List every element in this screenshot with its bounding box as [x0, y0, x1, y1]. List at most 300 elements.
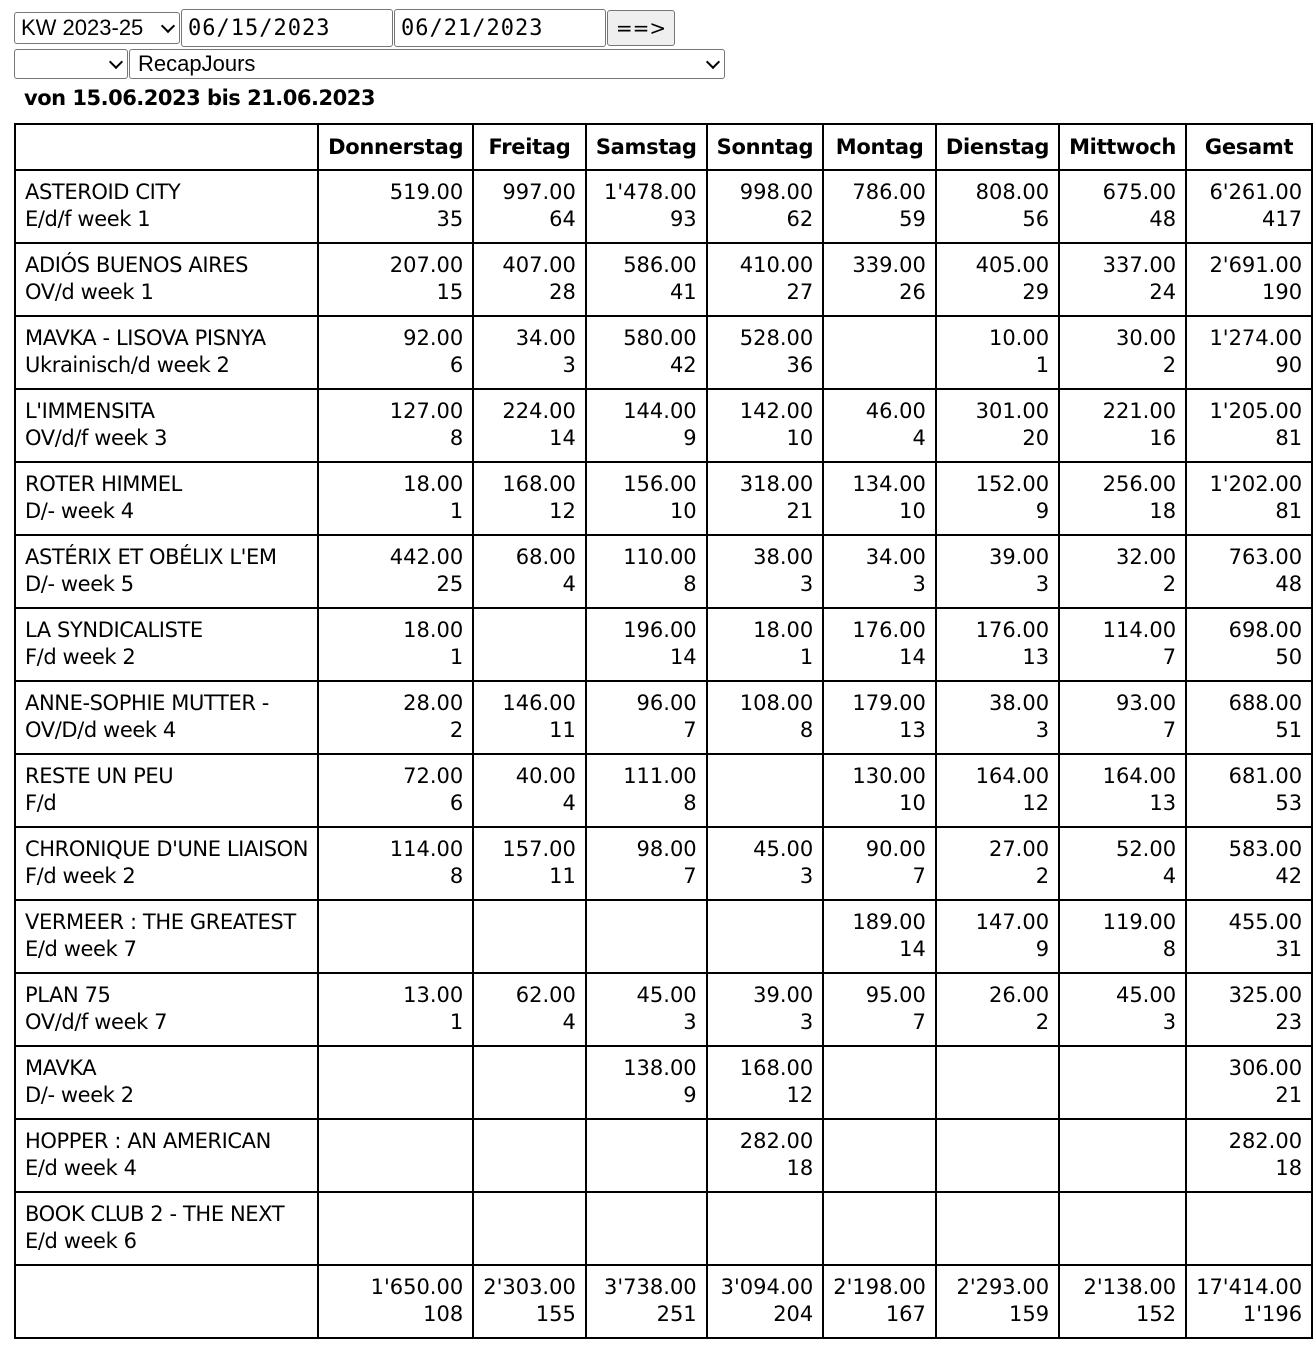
revenue-value: 142.00	[739, 399, 814, 423]
admissions-value: 3	[683, 1010, 697, 1034]
day-cell	[1059, 681, 1186, 754]
film-version: E/d week 6	[25, 1229, 137, 1253]
revenue-value: 2'293.00	[956, 1275, 1050, 1299]
admissions-value: 8	[683, 572, 697, 596]
day-cell	[586, 1119, 707, 1192]
day-cell	[936, 608, 1059, 681]
day-cell	[707, 754, 824, 827]
admissions-value: 1'196	[1242, 1302, 1303, 1326]
totals-row	[15, 1265, 1312, 1338]
revenue-value: 32.00	[1115, 545, 1177, 569]
admissions-value: 1	[449, 645, 464, 669]
day-total-cell	[936, 1265, 1059, 1338]
revenue-value: 152.00	[975, 472, 1050, 496]
date-from-input[interactable]	[181, 9, 393, 47]
revenue-value: 196.00	[623, 618, 697, 642]
film-total-cell	[1186, 1119, 1312, 1192]
revenue-value: 157.00	[502, 837, 576, 861]
chevron-down-icon	[109, 55, 123, 69]
day-cell	[707, 608, 824, 681]
day-cell	[586, 535, 707, 608]
revenue-value: 189.00	[852, 910, 926, 934]
day-cell	[318, 827, 473, 900]
admissions-value: 14	[899, 645, 926, 669]
column-header: Montag	[823, 124, 936, 170]
admissions-value: 50	[1275, 645, 1303, 669]
revenue-value: 138.00	[623, 1056, 697, 1080]
admissions-value: 1	[1035, 353, 1050, 377]
revenue-value: 407.00	[502, 253, 576, 277]
film-title: MAVKA	[25, 1056, 97, 1080]
revenue-value: 52.00	[1115, 837, 1177, 861]
day-cell	[318, 1192, 473, 1265]
revenue-value: 98.00	[636, 837, 697, 861]
day-cell	[473, 681, 586, 754]
admissions-value: 81	[1275, 426, 1303, 450]
admissions-value: 7	[683, 718, 697, 742]
admissions-value: 7	[1162, 718, 1177, 742]
day-cell	[473, 170, 586, 243]
revenue-value: 68.00	[515, 545, 576, 569]
revenue-value: 18.00	[753, 618, 814, 642]
film-cell	[15, 681, 318, 754]
film-cell	[15, 316, 318, 389]
revenue-value: 18.00	[403, 472, 464, 496]
day-cell	[936, 827, 1059, 900]
admissions-value: 41	[669, 280, 697, 304]
film-title: ROTER HIMMEL	[25, 472, 182, 496]
revenue-value: 221.00	[1102, 399, 1177, 423]
day-cell	[707, 316, 824, 389]
revenue-value: 156.00	[623, 472, 697, 496]
film-version: E/d/f week 1	[25, 207, 151, 231]
day-cell	[586, 389, 707, 462]
filter-select[interactable]	[14, 49, 128, 79]
admissions-value: 64	[549, 207, 576, 231]
day-cell	[707, 462, 824, 535]
day-cell	[1059, 1046, 1186, 1119]
revenue-value: 2'691.00	[1209, 253, 1303, 277]
day-cell	[823, 827, 936, 900]
film-version: E/d week 7	[25, 937, 137, 961]
film-cell	[15, 754, 318, 827]
day-cell	[707, 535, 824, 608]
day-cell	[1059, 170, 1186, 243]
admissions-value: 28	[549, 280, 576, 304]
admissions-value: 15	[436, 280, 464, 304]
day-cell	[823, 681, 936, 754]
day-cell	[318, 389, 473, 462]
revenue-value: 306.00	[1228, 1056, 1303, 1080]
admissions-value: 48	[1275, 572, 1303, 596]
day-cell	[586, 316, 707, 389]
admissions-value: 2	[449, 718, 464, 742]
revenue-value: 586.00	[623, 253, 697, 277]
film-title: MAVKA - LISOVA PISNYA	[25, 326, 266, 350]
admissions-value: 13	[899, 718, 926, 742]
admissions-value: 4	[562, 1010, 576, 1034]
day-total-cell	[707, 1265, 824, 1338]
day-cell	[707, 1046, 824, 1119]
revenue-value: 337.00	[1102, 253, 1177, 277]
totals-label-cell	[15, 1265, 318, 1338]
day-cell	[473, 973, 586, 1046]
day-cell	[473, 1192, 586, 1265]
day-cell	[473, 535, 586, 608]
film-title: RESTE UN PEU	[25, 764, 174, 788]
day-cell	[707, 1192, 824, 1265]
revenue-value: 34.00	[865, 545, 926, 569]
day-cell	[1059, 243, 1186, 316]
film-cell	[15, 608, 318, 681]
revenue-value: 62.00	[515, 983, 576, 1007]
day-cell	[823, 608, 936, 681]
day-cell	[318, 1046, 473, 1119]
revenue-value: 519.00	[389, 180, 464, 204]
admissions-value: 42	[1275, 864, 1303, 888]
day-cell	[823, 389, 936, 462]
table-row	[15, 243, 1312, 316]
day-cell	[473, 462, 586, 535]
admissions-value: 9	[683, 426, 697, 450]
revenue-value: 10.00	[988, 326, 1050, 350]
day-cell	[318, 462, 473, 535]
week-select-value: KW 2023-25	[21, 15, 144, 40]
admissions-value: 1	[449, 499, 464, 523]
admissions-value: 35	[436, 207, 464, 231]
film-total-cell	[1186, 754, 1312, 827]
revenue-value: 38.00	[753, 545, 814, 569]
day-cell	[586, 973, 707, 1046]
day-cell	[473, 754, 586, 827]
revenue-value: 179.00	[852, 691, 926, 715]
day-cell	[473, 827, 586, 900]
film-cell	[15, 1046, 318, 1119]
admissions-value: 10	[899, 791, 926, 815]
day-total-cell	[473, 1265, 586, 1338]
day-total-cell	[1059, 1265, 1186, 1338]
film-total-cell	[1186, 608, 1312, 681]
table-row	[15, 900, 1312, 973]
film-cell	[15, 1192, 318, 1265]
revenue-value: 108.00	[739, 691, 814, 715]
admissions-value: 1	[449, 1010, 464, 1034]
day-cell	[707, 389, 824, 462]
revenue-value: 30.00	[1115, 326, 1177, 350]
revenue-value: 38.00	[988, 691, 1050, 715]
admissions-value: 93	[669, 207, 697, 231]
column-header: Gesamt	[1186, 124, 1312, 170]
revenue-value: 96.00	[636, 691, 697, 715]
revenue-value: 997.00	[502, 180, 576, 204]
film-title: PLAN 75	[25, 983, 111, 1007]
day-cell	[318, 608, 473, 681]
revenue-value: 528.00	[739, 326, 814, 350]
admissions-value: 2	[1162, 572, 1177, 596]
film-cell	[15, 170, 318, 243]
admissions-value: 26	[899, 280, 926, 304]
day-cell	[473, 389, 586, 462]
admissions-value: 7	[912, 864, 926, 888]
admissions-value: 10	[899, 499, 926, 523]
day-cell	[823, 973, 936, 1046]
revenue-value: 681.00	[1228, 764, 1303, 788]
film-title: HOPPER : AN AMERICAN	[25, 1129, 271, 1153]
table-row	[15, 1119, 1312, 1192]
admissions-value: 152	[1135, 1302, 1177, 1326]
revenue-value: 442.00	[389, 545, 464, 569]
film-version: OV/d week 1	[25, 280, 154, 304]
admissions-value: 18	[1275, 1156, 1303, 1180]
table-row	[15, 973, 1312, 1046]
admissions-value: 48	[1149, 207, 1177, 231]
day-cell	[936, 535, 1059, 608]
film-version: OV/d/f week 3	[25, 426, 168, 450]
day-cell	[1059, 608, 1186, 681]
day-cell	[473, 900, 586, 973]
film-title: ASTEROID CITY	[25, 180, 181, 204]
column-header: Mittwoch	[1059, 124, 1186, 170]
revenue-value: 27.00	[988, 837, 1050, 861]
revenue-value: 95.00	[865, 983, 926, 1007]
day-cell	[586, 462, 707, 535]
admissions-value: 81	[1275, 499, 1303, 523]
revenue-value: 134.00	[852, 472, 926, 496]
table-row	[15, 681, 1312, 754]
go-button[interactable]: ==>	[607, 10, 675, 46]
revenue-value: 808.00	[975, 180, 1050, 204]
day-cell	[707, 243, 824, 316]
revenue-value: 168.00	[739, 1056, 814, 1080]
day-cell	[473, 608, 586, 681]
admissions-value: 11	[549, 718, 576, 742]
admissions-value: 3	[799, 1010, 814, 1034]
revenue-value: 998.00	[739, 180, 814, 204]
revenue-value: 3'094.00	[720, 1275, 814, 1299]
film-total-cell	[1186, 316, 1312, 389]
grand-total-cell	[1186, 1265, 1312, 1338]
admissions-value: 13	[1149, 791, 1177, 815]
revenue-value: 114.00	[1102, 618, 1177, 642]
film-cell	[15, 973, 318, 1046]
admissions-value: 3	[1035, 718, 1050, 742]
day-cell	[586, 243, 707, 316]
revenue-value: 146.00	[502, 691, 576, 715]
revenue-value: 207.00	[389, 253, 464, 277]
admissions-value: 190	[1261, 280, 1303, 304]
day-cell	[1059, 535, 1186, 608]
day-cell	[823, 900, 936, 973]
film-total-cell	[1186, 535, 1312, 608]
admissions-value: 417	[1261, 207, 1303, 231]
day-cell	[318, 243, 473, 316]
day-cell	[473, 243, 586, 316]
revenue-value: 45.00	[636, 983, 697, 1007]
day-cell	[823, 535, 936, 608]
admissions-value: 56	[1022, 207, 1050, 231]
revenue-value: 1'650.00	[370, 1275, 464, 1299]
admissions-value: 42	[669, 353, 697, 377]
revenue-value: 92.00	[403, 326, 464, 350]
day-cell	[586, 754, 707, 827]
revenue-value: 39.00	[988, 545, 1050, 569]
revenue-value: 1'202.00	[1209, 472, 1303, 496]
admissions-value: 3	[799, 572, 814, 596]
day-cell	[473, 1119, 586, 1192]
revenue-value: 224.00	[502, 399, 576, 423]
film-cell	[15, 535, 318, 608]
film-version: D/- week 4	[25, 499, 134, 523]
table-row	[15, 389, 1312, 462]
admissions-value: 27	[786, 280, 814, 304]
date-to-value: 06/21/2023	[401, 15, 544, 41]
revenue-value: 39.00	[753, 983, 814, 1007]
day-cell	[1059, 389, 1186, 462]
film-version: OV/d/f week 7	[25, 1010, 168, 1034]
admissions-value: 12	[1022, 791, 1050, 815]
revenue-value: 45.00	[1115, 983, 1177, 1007]
day-cell	[318, 681, 473, 754]
film-title: ANNE-SOPHIE MUTTER -	[25, 691, 269, 715]
day-cell	[1059, 973, 1186, 1046]
day-cell	[318, 1119, 473, 1192]
admissions-value: 8	[799, 718, 814, 742]
film-title: L'IMMENSITA	[25, 399, 155, 423]
day-cell	[823, 1046, 936, 1119]
admissions-value: 62	[786, 207, 814, 231]
day-cell	[823, 754, 936, 827]
admissions-value: 3	[1162, 1010, 1177, 1034]
admissions-value: 21	[786, 499, 814, 523]
film-version: E/d week 4	[25, 1156, 137, 1180]
table-row	[15, 1192, 1312, 1265]
column-header: Donnerstag	[318, 124, 473, 170]
day-cell	[936, 1192, 1059, 1265]
admissions-value: 14	[669, 645, 697, 669]
table-row	[15, 1046, 1312, 1119]
film-total-cell	[1186, 462, 1312, 535]
admissions-value: 2	[1035, 864, 1050, 888]
film-title: LA SYNDICALISTE	[25, 618, 203, 642]
revenue-value: 2'198.00	[833, 1275, 926, 1299]
day-cell	[586, 681, 707, 754]
admissions-value: 12	[786, 1083, 814, 1107]
day-cell	[707, 681, 824, 754]
admissions-value: 6	[449, 353, 464, 377]
report-select[interactable]	[129, 49, 725, 79]
day-cell	[586, 1192, 707, 1265]
week-select[interactable]	[14, 12, 180, 44]
admissions-value: 24	[1149, 280, 1177, 304]
admissions-value: 108	[423, 1302, 464, 1326]
revenue-value: 130.00	[852, 764, 926, 788]
day-cell	[936, 1119, 1059, 1192]
day-cell	[707, 827, 824, 900]
revenue-value: 176.00	[975, 618, 1050, 642]
day-cell	[586, 1046, 707, 1119]
film-cell	[15, 462, 318, 535]
revenue-value: 17'414.00	[1196, 1275, 1303, 1299]
admissions-value: 59	[899, 207, 926, 231]
table-header-row	[15, 124, 1312, 170]
admissions-value: 9	[1035, 937, 1050, 961]
admissions-value: 2	[1162, 353, 1177, 377]
admissions-value: 9	[1035, 499, 1050, 523]
day-cell	[707, 973, 824, 1046]
day-cell	[1059, 827, 1186, 900]
table-row	[15, 462, 1312, 535]
revenue-value: 2'138.00	[1083, 1275, 1177, 1299]
revenue-value: 72.00	[403, 764, 464, 788]
date-from-value: 06/15/2023	[188, 15, 331, 41]
film-total-cell	[1186, 1192, 1312, 1265]
revenue-value: 111.00	[623, 764, 697, 788]
admissions-value: 31	[1275, 937, 1303, 961]
film-total-cell	[1186, 827, 1312, 900]
admissions-value: 20	[1022, 426, 1050, 450]
column-header: Dienstag	[936, 124, 1059, 170]
column-header: Sonntag	[707, 124, 824, 170]
admissions-value: 53	[1275, 791, 1303, 815]
revenue-value: 583.00	[1228, 837, 1303, 861]
revenue-value: 90.00	[865, 837, 926, 861]
admissions-value: 8	[683, 791, 697, 815]
date-to-input[interactable]	[394, 9, 606, 47]
revenue-value: 147.00	[975, 910, 1050, 934]
revenue-value: 282.00	[739, 1129, 814, 1153]
admissions-value: 4	[562, 572, 576, 596]
admissions-value: 12	[549, 499, 576, 523]
day-cell	[936, 316, 1059, 389]
revenue-value: 3'738.00	[604, 1275, 697, 1299]
report-select-value: RecapJours	[138, 51, 256, 76]
admissions-value: 251	[656, 1302, 697, 1326]
revenue-value: 28.00	[403, 691, 464, 715]
daily-recap-table	[14, 123, 1313, 1339]
admissions-value: 8	[449, 864, 464, 888]
day-total-cell	[318, 1265, 473, 1338]
revenue-value: 688.00	[1228, 691, 1303, 715]
admissions-value: 3	[562, 353, 576, 377]
day-cell	[936, 754, 1059, 827]
film-cell	[15, 1119, 318, 1192]
film-version: D/- week 5	[25, 572, 134, 596]
column-header-film	[15, 124, 318, 170]
film-version: D/- week 2	[25, 1083, 134, 1107]
day-cell	[318, 170, 473, 243]
day-cell	[707, 1119, 824, 1192]
day-cell	[707, 170, 824, 243]
revenue-value: 1'205.00	[1209, 399, 1303, 423]
admissions-value: 18	[1149, 499, 1177, 523]
revenue-value: 455.00	[1228, 910, 1303, 934]
admissions-value: 11	[549, 864, 576, 888]
day-cell	[936, 389, 1059, 462]
film-version: F/d week 2	[25, 864, 136, 888]
admissions-value: 7	[683, 864, 697, 888]
revenue-value: 580.00	[623, 326, 697, 350]
day-cell	[318, 316, 473, 389]
film-cell	[15, 827, 318, 900]
admissions-value: 8	[449, 426, 464, 450]
day-cell	[318, 754, 473, 827]
admissions-value: 8	[1162, 937, 1177, 961]
table-row	[15, 608, 1312, 681]
revenue-value: 127.00	[389, 399, 464, 423]
revenue-value: 282.00	[1228, 1129, 1303, 1153]
column-header: Samstag	[586, 124, 707, 170]
admissions-value: 16	[1149, 426, 1177, 450]
